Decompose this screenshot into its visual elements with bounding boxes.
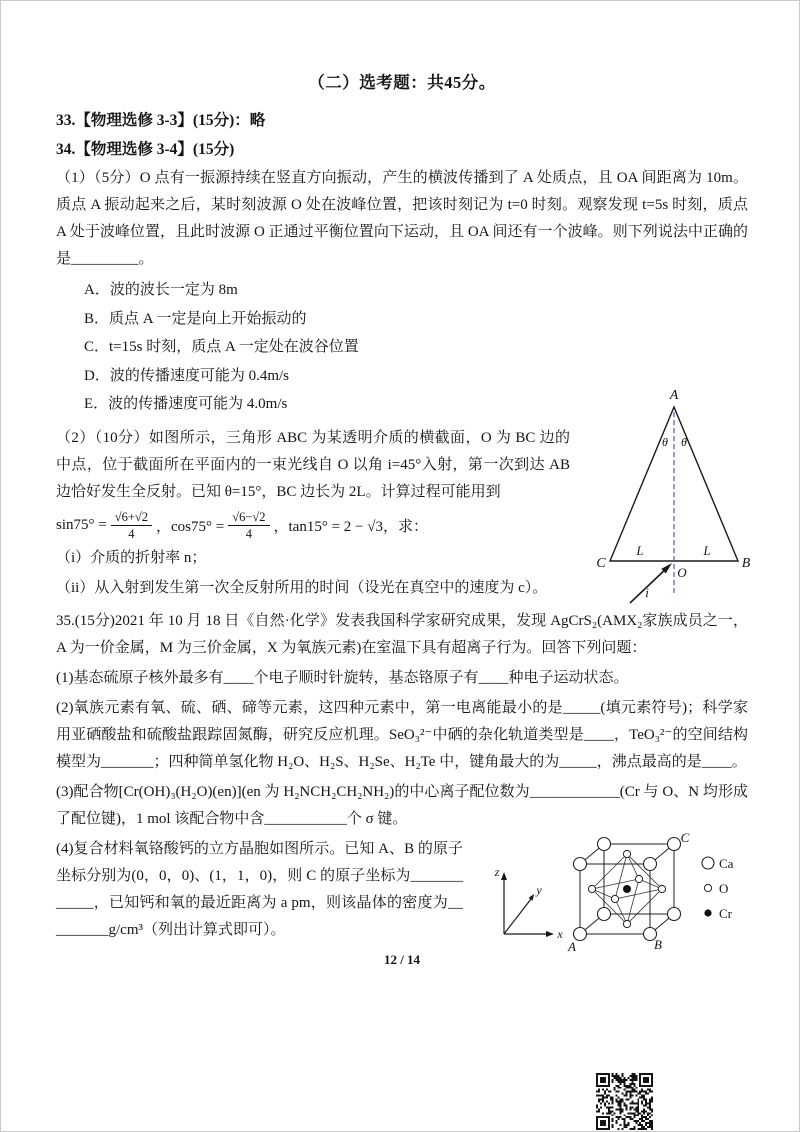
q34-part1-text: （1）（5分）O 点有一振源持续在竖直方向振动，产生的横波传播到了 A 处质点，且 OA 间距离为 10m。质点 A 振动起来之后，某时刻波源 O 处在波峰位置，把该时刻记为 t=0 时刻。观察发现 t=5s 时刻，质点 A 处于波峰位置，且此时波源 O 正通过平衡位置向下运动，且 OA 间还有一个波峰。则下列说法中正确的是_________。: [56, 170, 748, 267]
label-len-left: L: [636, 543, 644, 558]
cos-label: ，cos75° =: [156, 519, 225, 535]
crystal-label-c: C: [680, 829, 690, 845]
q35-intro: 35.(15分)2021 年 10 月 18 日《自然·化学》发表我国科学家研究成果，发现 AgCrS₂(AMX₂家族成员之一，A 为一价金属，M 为三价金属，X 为氧族元素)在室温下具有超离子行为。回答下列问题：: [56, 612, 748, 656]
question-34-header: 34.【物理选修 3-4】(15分): [56, 141, 235, 158]
q35-sub4-text: (4)复合材料氧铬酸钙的立方晶胞如图所示。已知 A、B 的原子坐标分别为(0，0，0)、(1，1，0)，则 C 的原子坐标为____________，已知钙和氧的最近距离为 a pm，则该晶体的密度为_________g/cm³（列出计算式即可）。: [56, 840, 463, 938]
q34-option-b: B．质点 A 一定是向上开始振动的: [84, 310, 307, 327]
label-theta-right: θ: [681, 434, 687, 449]
sin-fraction: $\frac{√6+√2}{4}$: [111, 510, 152, 542]
crystal-label-b: B: [654, 936, 662, 952]
q34-sub-i: （i）介质的折射率 n；: [56, 549, 207, 566]
crystal-label-a: A: [568, 938, 576, 954]
q34-option-a: A．波的波长一定为 8m: [84, 282, 238, 298]
axis-y-arrowhead: [529, 894, 534, 901]
legend-ca-icon: [702, 857, 714, 869]
page-content: [56, 69, 751, 968]
label-b: B: [741, 555, 751, 571]
q35-sub2: (2)氧族元素有氧、硫、硒、碲等元素，这四种元素中，第一电离能最小的是_____(填元素符号)；科学家用亚硒酸盐和硫酸盐跟踪固氮酶，研究反应机理。SeO₃²⁻中硒的杂化轨道类型是____，TeO₃²⁻的空间结构模型为_______；四种简单氢化物 H₂O、H₂S、H₂Se、H₂Te 中，键角最大的为_____，沸点最高的是____。: [56, 699, 748, 770]
label-len-right: L: [703, 543, 711, 558]
legend-cr-label: Cr: [719, 905, 732, 921]
q34-option-d: D．波的传播速度可能为 0.4m/s: [84, 367, 290, 384]
label-apex-a: A: [669, 387, 679, 403]
q34-sub-ii: （ii）从入射到发生第一次全反射所用的时间（设光在真空中的速度为 c）。: [56, 579, 548, 596]
q34-option-e: E．波的传播速度可能为 4.0m/s: [84, 396, 288, 412]
page-number: 12 / 14: [383, 951, 421, 967]
q35-sub1: (1)基态硫原子核外最多有____个电子顺时针旋转，基态铬原子有____种电子运动状态。: [56, 669, 629, 686]
question-33: 33.【物理选修 3-3】(15分)：略: [56, 112, 266, 129]
axis-z-arrowhead: [501, 872, 507, 880]
legend-o-icon: [704, 884, 711, 891]
label-theta-left: θ: [662, 434, 668, 449]
section-title: （二）选考题：共45分。: [308, 73, 496, 92]
cr-atom: [623, 885, 631, 893]
legend-ca-label: Ca: [719, 855, 734, 871]
q34-triangle-figure: [594, 385, 754, 613]
legend-o-label: O: [719, 880, 729, 896]
sin-label: sin75° =: [56, 517, 107, 533]
axis-x-label: x: [557, 926, 563, 941]
cos-fraction: $\frac{√6-√2}{4}$: [228, 510, 269, 542]
q34-option-c: C．t=15s 时刻，质点 A 一定处在波谷位置: [84, 339, 359, 355]
q35-crystal-figure: [482, 822, 754, 964]
tan-label: ，tan15° = 2 − √3，求：: [273, 519, 428, 535]
axis-y-label: y: [536, 882, 542, 897]
axis-y: [504, 899, 531, 934]
crystal-legend: [702, 856, 734, 921]
axis-x-arrowhead: [546, 931, 554, 937]
label-o: O: [677, 564, 687, 580]
q35-sub4-block: [56, 829, 748, 954]
legend-cr-icon: [704, 909, 711, 916]
label-i: i: [645, 584, 649, 600]
qr-code: [596, 1073, 653, 1130]
label-c: C: [596, 555, 606, 571]
q34-part2-text: （2）（10分）如图所示，三角形 ABC 为某透明介质的横截面，O 为 BC 边的中点，位于截面所在平面内的一束光线自 O 以角 i=45°入射，第一次到达 AB 边恰好发生全反射。已知 θ=15°，BC 边长为 2L。计算过程可能用到: [56, 429, 570, 500]
incident-ray: [630, 566, 669, 603]
q35-sub3: (3)配合物[Cr(OH)₃(H₂O)(en)](en 为 H₂NCH₂CH₂NH₂)的中心离子配位数为____________(Cr 与 O、N 均形成了配位键)，1 mol 该配合物中含___________个 σ 键。: [56, 783, 748, 827]
axis-z-label: z: [494, 864, 500, 879]
